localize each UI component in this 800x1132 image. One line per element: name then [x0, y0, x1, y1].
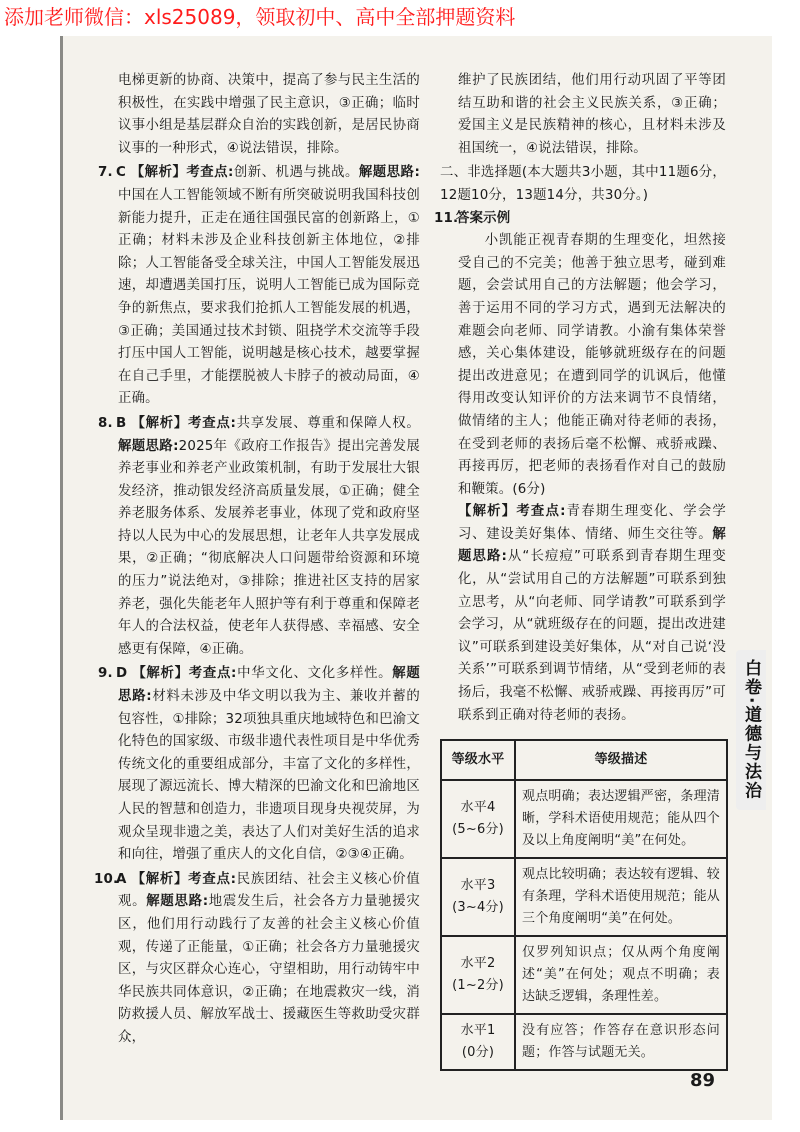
column-header-level: 等级水平 [441, 740, 515, 780]
question-10-explanation [94, 869, 421, 1050]
silu-label: 解题思路: [118, 438, 179, 454]
analysis-text: 从“长痘痘”可联系到青春期生理变化，从“尝试用自己的方法解题”可联系到独立思考，从“向老师、同学请教”可联系到学会学习，从“就班级存在的问题，提出改进建议”可联系到建设美好集体，从“对自己说‘没关系’”可联系到调节情绪，从“受到老师的表扬后，我毫不松懈、戒骄戒躁、再接再厉”可联系到正确对待老师的表扬。 [458, 549, 726, 723]
question-number: 10. [94, 871, 119, 887]
watermark-text: 添加老师微信：xls25089，领取初中、高中全部押题资料 [4, 5, 516, 29]
analysis-label: 【解析】 [131, 871, 189, 887]
level-score: (0分) [461, 1045, 495, 1061]
silu-label: 解题思路: [146, 894, 209, 910]
q10-continuation: 维护了民族团结，他们用行动巩固了平等团结互助和谐的社会主义民族关系，③正确；爱国主义是民族精神的核心，且材料未涉及祖国统一，④说法错误，排除。 [458, 73, 726, 156]
level-name: 水平1 [460, 1023, 496, 1039]
analysis-label: 【解析】 [130, 165, 187, 181]
question-7-explanation [100, 162, 420, 411]
page-number: 89 [690, 1070, 716, 1091]
explanation-text: 材料未涉及中华文明以我为主、兼收并蓄的包容性，①排除；32项独具重庆地域特色和巴渝文化特色的国家级、市级非遗代表性项目是中华优秀传统文化的重要组成部分，丰富了文化的多样性，展现了源远流长、博大精深的巴渝文化和巴渝地区人民的智慧和创造力，非遗项目现身央视荧屏，为观众呈现非遗之美，表达了人们对美好生活的追求和向往，增强了重庆人的文化自信，②③④正确。 [118, 689, 420, 863]
silu-label: 解题思路: [358, 165, 420, 181]
analysis-label: 【解析】 [131, 415, 189, 431]
analysis-label: 【解析】 [458, 504, 517, 520]
q6-continuation: 电梯更新的协商、决策中，提高了参与民主生活的积极性，在实践中增强了民主意识，③正确；临时议事小组是基层群众自治的实践创新，是居民协商议事的一种形式，④说法错误，排除。 [118, 73, 420, 156]
kaochadian-text: 民族团结、社会主义核心价值观。 [118, 871, 420, 910]
level-cell [441, 858, 515, 936]
description-cell: 没有应答；作答存在意识形态问题；作答与试题无关。 [515, 1014, 727, 1070]
level-score: (5~6分) [452, 822, 504, 838]
column-header-description: 等级描述 [515, 740, 727, 780]
silu-label: 解题思路: [118, 666, 420, 705]
answer-letter: C [116, 165, 127, 181]
kaochadian-text: 中华文化、文化多样性。 [236, 666, 393, 682]
answer-example-title: 答案示例 [456, 210, 511, 226]
kaochadian-text: 青春期生理变化、学会学习、建设美好集体、情绪、师生交往等。 [458, 504, 726, 542]
description-cell: 观点比较明确；表达较有逻辑、较有条理，学科术语使用规范；能从三个角度阐明“美”在何处。 [515, 858, 727, 936]
silu-label: 解题思路: [458, 526, 726, 565]
explanation-text: 中国在人工智能领域不断有所突破说明我国科技创新能力提升，正走在通往国强民富的创新路上，①正确；材料未涉及企业科技创新主体地位，②排除；人工智能备受全球关注，中国人工智能发展迅速，却遭遇美国打压，说明人工智能已成为国际竞争的新焦点，要求我们抢抓人工智能发展的机遇，③正确；美国通过技术封锁、阻挠学术交流等手段打压中国人工智能，说明越是核心技术，越要掌握在自己手里，才能摆脱被人卡脖子的被动局面，④正确。 [118, 187, 420, 407]
question-number: 11. [434, 210, 459, 226]
kaochadian-label: 考查点: [188, 415, 237, 431]
question-number: 7. [98, 165, 113, 181]
kaochadian-label: 考查点: [186, 165, 234, 181]
kaochadian-text: 创新、机遇与挑战。 [233, 165, 359, 181]
level-name: 水平3 [460, 878, 496, 894]
grading-table [440, 739, 728, 1071]
subject-side-tab: 白卷·道德与法治 [736, 650, 766, 810]
question-number: 9. [98, 666, 113, 682]
description-cell: 仅罗列知识点；仅从两个角度阐述“美”在何处；观点不明确；表达缺乏逻辑，条理性差。 [515, 936, 727, 1014]
level-name: 水平2 [460, 956, 496, 972]
table-row [441, 858, 727, 936]
table-row [441, 936, 727, 1014]
kaochadian-label: 考查点: [516, 504, 566, 520]
explanation-text: 2025年《政府工作报告》提出完善发展养老事业和养老产业政策机制，有助于发展壮大银发经济，推动银发经济高质量发展，①正确；健全养老服务体系、发展养老事业，体现了党和政府坚持以人民为中心的发展思想，让老年人共享发展成果，②正确；“彻底解决人口问题带给资源和环境的压力”说法绝对，③排除；推进社区支持的居家养老，强化失能老年人照护等有利于尊重和保障老年人的合法权益，使老年人获得感、幸福感、安全感更有保障，④正确。 [118, 438, 420, 657]
level-cell [441, 780, 515, 858]
level-score: (1~2分) [452, 978, 504, 994]
kaochadian-label: 考查点: [188, 666, 237, 682]
analysis-label: 【解析】 [132, 666, 189, 682]
description-cell: 观点明确；表达逻辑严密，条理清晰，学科术语使用规范；能从四个及以上角度阐明“美”在何处。 [515, 780, 727, 858]
explanation-text: 地震发生后，社会各方力量驰援灾区，他们用行动践行了友善的社会主义核心价值观，传递了正能量，①正确；社会各方力量驰援灾区，与灾区群众心连心，守望相助，用行动铸牢中华民族共同体意识，②正确；在地震救灾一线，消防救援人员、解放军战士、援藏医生等救助受灾群众， [118, 894, 421, 1045]
table-header-row [441, 740, 727, 780]
answer-letter: A [116, 871, 127, 887]
right-column [434, 70, 726, 1071]
section-title: 二、非选择题(本大题共3小题，其中11题6分，12题10分，13题14分，共30分。) [440, 165, 726, 203]
question-11-analysis [440, 501, 726, 727]
left-column [94, 70, 421, 1050]
level-score: (3~4分) [452, 900, 504, 916]
answer-letter: B [116, 415, 127, 431]
question-number: 8. [98, 415, 113, 431]
question-11-heading [434, 208, 726, 231]
question-9-explanation [100, 663, 420, 866]
kaochadian-label: 考查点: [188, 871, 237, 887]
level-cell [441, 1014, 515, 1070]
answer-letter: D [116, 666, 128, 682]
answer-example-text: 小凯能正视青春期的生理变化，坦然接受自己的不完美；他善于独立思考，碰到难题，会尝试用自己的方法解题；他会学习，善于运用不同的学习方式，遇到无法解决的难题会向老师、同学请教。小渝有集体荣誉感，关心集体建设，能够就班级存在的问题提出改进意见；在遭到同学的讥讽后，他懂得用改变认知评价的方法来调节不良情绪，做情绪的主人；他能正确对待老师的表扬，在受到老师的表扬后毫不松懈、戒骄戒躁、再接再厉，把老师的表扬看作对自己的鼓励和鞭策。(6分) [458, 233, 726, 497]
level-cell [441, 936, 515, 1014]
level-name: 水平4 [460, 800, 496, 816]
table-row [441, 1014, 727, 1070]
kaochadian-text: 共享发展、尊重和保障人权。 [236, 415, 420, 431]
question-8-explanation [100, 413, 420, 662]
table-row [441, 780, 727, 858]
